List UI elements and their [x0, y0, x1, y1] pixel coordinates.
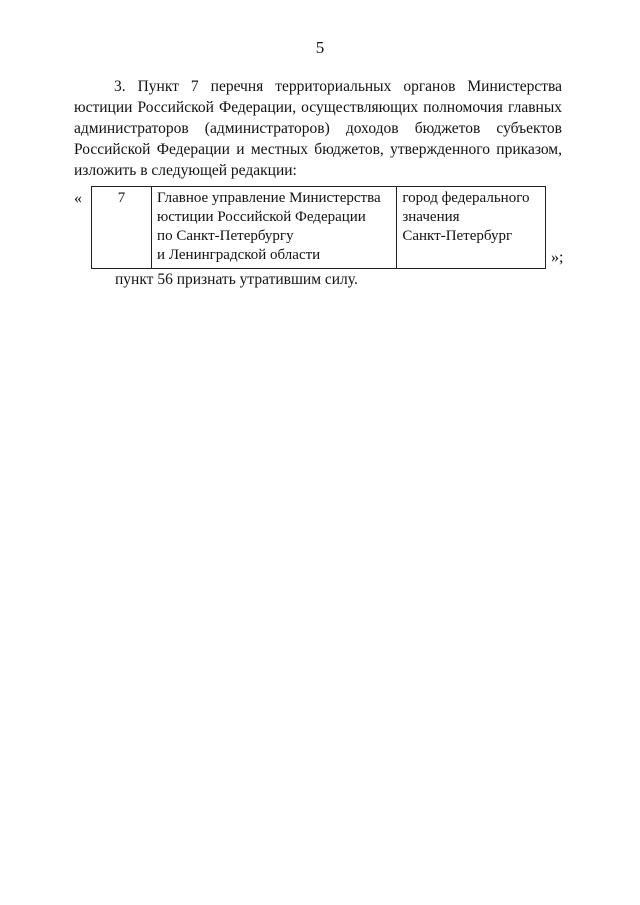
territory-cell: [397, 187, 546, 269]
table-row: [92, 187, 546, 269]
opening-quote: «: [74, 190, 82, 207]
organization-line: по Санкт-Петербургу: [157, 228, 294, 244]
item-number-cell: 7: [92, 187, 152, 269]
organization-line: Главное управление Министерства: [157, 190, 381, 206]
organization-line: и Ленинградской области: [157, 247, 321, 263]
paragraph-line: изложить в следующей редакции:: [74, 162, 297, 179]
territory-line: город федерального: [402, 190, 530, 206]
amendment-paragraph: [74, 76, 562, 181]
paragraph-line: 3. Пункт 7 перечня территориальных органов Министерства: [114, 78, 562, 95]
amended-entry-table: [91, 186, 546, 269]
repeal-statement: пункт 56 признать утратившим силу.: [115, 271, 358, 288]
territory-line: Санкт-Петербург: [402, 228, 513, 244]
paragraph-line: юстиции Российской Федерации, осуществляющих полномочия главных: [74, 99, 562, 116]
closing-quote: »;: [551, 249, 564, 266]
paragraph-line: Российской Федерации и местных бюджетов, утвержденного приказом,: [74, 141, 562, 158]
territory-line: значения: [402, 209, 460, 225]
page-number: 5: [315, 38, 325, 57]
organization-line: юстиции Российской Федерации: [157, 209, 366, 225]
paragraph-line: администраторов (администраторов) доходов бюджетов субъектов: [74, 120, 562, 137]
organization-cell: [152, 187, 397, 269]
